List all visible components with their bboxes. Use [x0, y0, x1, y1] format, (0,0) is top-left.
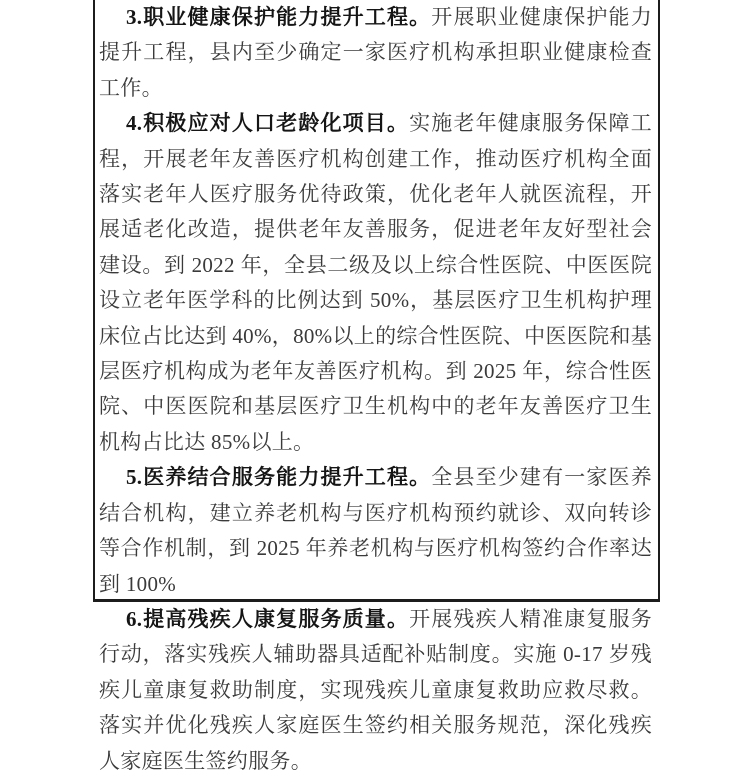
paragraph-body: 全县至少建有一家医养结合机构，建立养老机构与医疗机构预约就诊、双向转诊等合作机制，到 2025 年养老机构与医疗机构签约合作率达到 100%	[99, 465, 653, 596]
document-cell	[93, 0, 660, 773]
paragraph	[99, 602, 652, 779]
paragraph-body: 开展残疾人精准康复服务行动，落实残疾人辅助器具适配补贴制度。实施 0-17 岁残疾儿童康复救助制度，实现残疾儿童康复救助应救尽救。落实并优化残疾人家庭医生签约相关服务规范，深化残疾人家庭医生签约服务。	[99, 606, 652, 773]
paragraph-heading: 4.积极应对人口老龄化项目。	[126, 111, 410, 136]
paragraph-body: 实施老年健康服务保障工程，开展老年友善医疗机构创建工作，推动医疗机构全面落实老年人医疗服务优待政策，优化老年人就医流程，开展适老化改造，提供老年友善服务，促进老年友好型社会建设。到 2022 年，全县二级及以上综合性医院、中医医院设立老年医学科的比例达到 50%，基层医疗卫生机构护理床位占比达到 40%，80%以上的综合性医院、中医医院和基层医疗机构成为老年友善医疗机构。到 2025 年，综合性医院、中医医院和基层医疗卫生机构中的老年友善医疗卫生机构占比达 85%以上。	[99, 111, 652, 454]
paragraph-body: 开展职业健康保护能力提升工程，县内至少确定一家医疗机构承担职业健康检查工作。	[99, 5, 653, 100]
paragraph	[99, 0, 652, 106]
paragraph	[99, 106, 652, 460]
paragraph-heading: 5.医养结合服务能力提升工程。	[126, 465, 432, 490]
paragraph-heading: 6.提高残疾人康复服务质量。	[126, 606, 410, 631]
paragraph-heading: 3.职业健康保护能力提升工程。	[126, 5, 432, 29]
paragraph	[99, 460, 652, 602]
